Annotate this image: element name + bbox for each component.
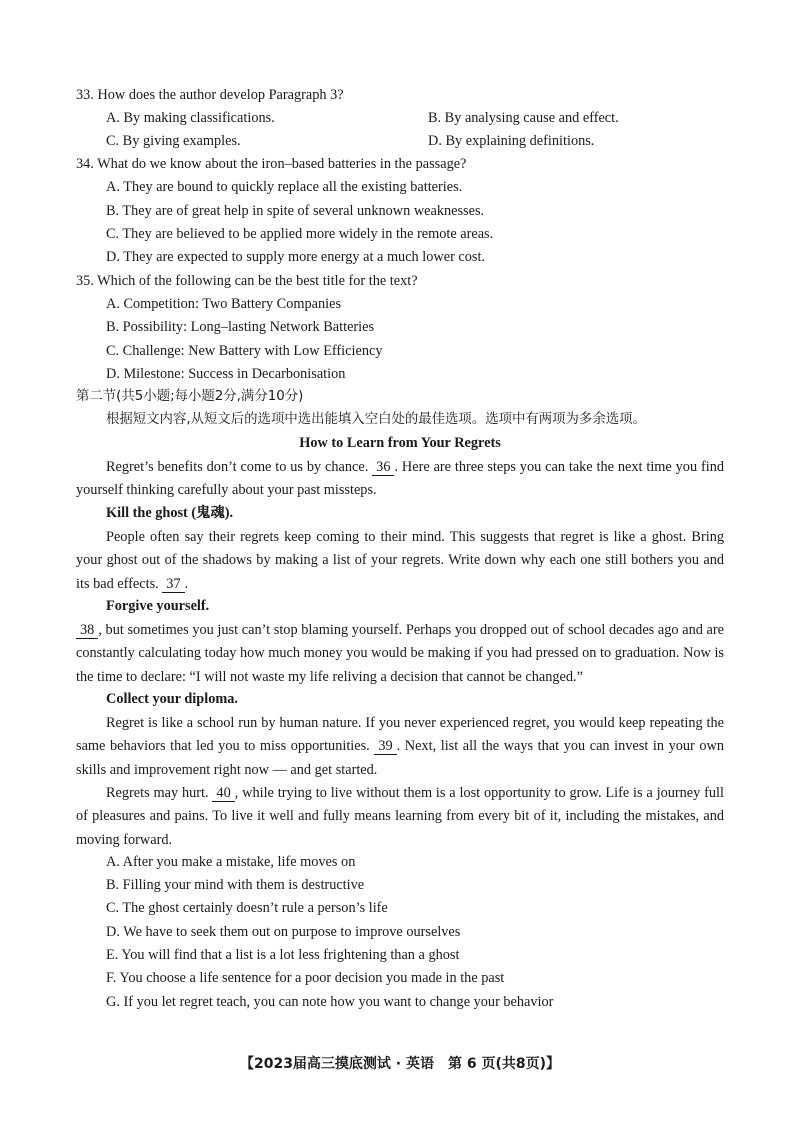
question-34-option-b: B. They are of great help in spite of several unknown weaknesses. [106, 203, 485, 219]
question-33-option-c: C. By giving examples. [106, 133, 241, 149]
question-35-option-b: B. Possibility: Long–lasting Network Batteries [106, 319, 375, 335]
blank-37: 37 [162, 577, 184, 593]
choice-c: C. The ghost certainly doesn’t rule a person’s life [106, 900, 388, 916]
passage-title: How to Learn from Your Regrets [299, 435, 501, 451]
paragraph-3: 38 , but sometimes you just can’t stop blaming yourself. Perhaps you dropped out of school decades ago and are constantly calculating today how much money you would be making if you had pressed on to graduation. Now is the time to declare: “I will not waste my life reliving a decision that cannot be changed.” [76, 622, 724, 685]
blank-39: 39 [374, 739, 396, 755]
blank-40: 40 [212, 786, 234, 802]
section-instruction: 根据短文内容,从短文后的选项中选出能填入空白处的最佳选项。选项中有两项为多余选项。 [106, 412, 646, 427]
choice-e: E. You will find that a list is a lot less frightening than a ghost [106, 947, 460, 963]
question-34-option-d: D. They are expected to supply more energy at a much lower cost. [106, 249, 486, 265]
question-33-stem: 33. How does the author develop Paragraph 3? [76, 87, 344, 103]
section-heading: 第二节(共5小题;每小题2分,满分10分) [76, 389, 304, 404]
question-35-option-d: D. Milestone: Success in Decarbonisation [106, 366, 346, 382]
question-35-option-c: C. Challenge: New Battery with Low Efficiency [106, 343, 383, 359]
question-35-stem: 35. Which of the following can be the best title for the text? [76, 273, 418, 289]
paragraph-5: Regrets may hurt. 40 , while trying to live without them is a lost opportunity to grow. Life is a journey full of pleasures and pains. To live it well and fully means learning from every bit of it, including the mistakes, and moving forward. [76, 785, 724, 848]
choice-f: F. You choose a life sentence for a poor decision you made in the past [106, 970, 505, 986]
blank-38: 38 [76, 623, 98, 639]
paragraph-4: Regret is like a school run by human nature. If you never experienced regret, you would keep repeating the same behaviors that led you to miss opportunities. 39 . Next, list all the ways that you can invest in your own skills and improvement right now — and get started. [76, 715, 724, 778]
heading-kill-the-ghost: Kill the ghost (鬼魂). [106, 505, 234, 521]
choice-a: A. After you make a mistake, life moves on [106, 854, 356, 870]
question-33-option-b: B. By analysing cause and effect. [428, 110, 619, 126]
paragraph-2: People often say their regrets keep coming to their mind. This suggests that regret is like a ghost. Bring your ghost out of the shadows by making a list of your regrets. Write down why each one still bothers you and its bad effects. 37 . [76, 529, 724, 592]
question-34-option-c: C. They are believed to be applied more widely in the remote areas. [106, 226, 494, 242]
choice-g: G. If you let regret teach, you can note how you want to change your behavior [106, 994, 554, 1010]
choice-d: D. We have to seek them out on purpose to improve ourselves [106, 924, 461, 940]
question-34-stem: 34. What do we know about the iron–based batteries in the passage? [76, 156, 467, 172]
page-footer: 【2023届高三摸底测试 · 英语 第 6 页(共8页)】 [239, 1056, 561, 1072]
question-34-option-a: A. They are bound to quickly replace all the existing batteries. [106, 179, 463, 195]
heading-collect-your-diploma: Collect your diploma. [106, 691, 238, 707]
question-33-option-d: D. By explaining definitions. [428, 133, 595, 149]
paragraph-1: Regret’s benefits don’t come to us by chance. 36 . Here are three steps you can take the next time you find yourself thinking carefully about your past missteps. [76, 459, 724, 499]
choice-b: B. Filling your mind with them is destructive [106, 877, 365, 893]
question-33-option-a: A. By making classifications. [106, 110, 275, 126]
heading-forgive-yourself: Forgive yourself. [106, 598, 210, 614]
question-35-option-a: A. Competition: Two Battery Companies [106, 296, 342, 312]
blank-36: 36 [372, 460, 394, 476]
